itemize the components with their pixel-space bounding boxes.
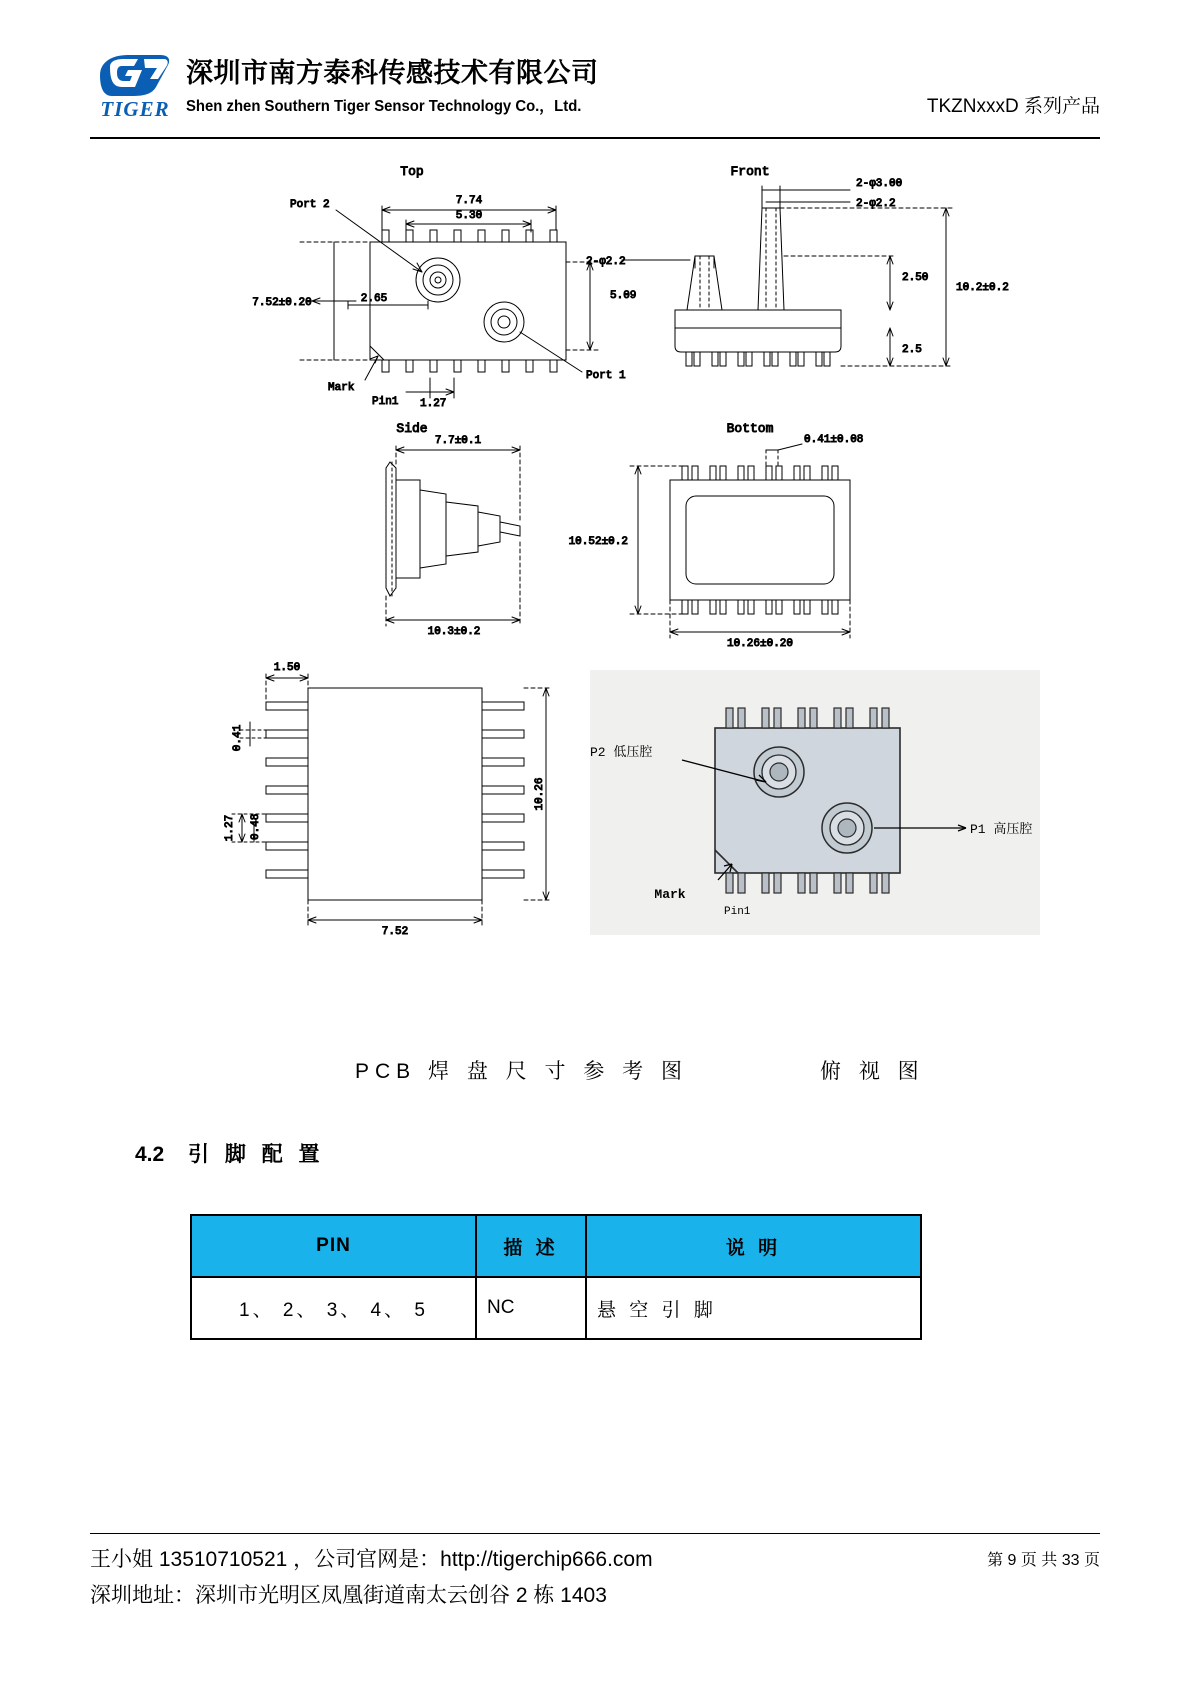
dim-250: 2.50 (902, 272, 929, 284)
section-number: 4.2 (135, 1143, 165, 1166)
dim-752-pad: 7.52 (381, 926, 409, 938)
caption-pcb-pad: PCB 焊 盘 尺 寸 参 考 图 (355, 1060, 689, 1083)
dim-2phi22-left: 2-φ2.2 (586, 256, 626, 268)
company-name-en: Shen zhen Southern Tiger Sensor Technology Co.，Ltd. (186, 98, 582, 115)
cell-pin: 1、 2、 3、 4、 5 (191, 1277, 476, 1339)
label-pin1-top: Pin1 (372, 396, 399, 408)
label-p2-lowpressure: P2 低压腔 (590, 745, 653, 760)
label-mark-top: Mark (328, 382, 355, 394)
dim-left-752: 7.52±0.20 (252, 297, 312, 309)
section-title: 引 脚 配 置 (188, 1143, 325, 1166)
mechanical-drawing-area (90, 150, 1100, 950)
label-p1-highpressure: P1 高压腔 (970, 822, 1033, 837)
company-logo (90, 53, 180, 125)
dim-top-774: 7.74 (455, 195, 483, 207)
dim-127: 1.27 (420, 398, 447, 410)
dim-103: 10.3±0.2 (427, 626, 481, 638)
company-name-cn: 深圳市南方泰科传感技术有限公司 (186, 58, 599, 88)
dim-2phi22-inner: 2-φ2.2 (856, 198, 896, 210)
front-view-title: Front (730, 164, 770, 179)
dim-1026-bottom: 10.26±0.20 (726, 638, 794, 650)
caption-top-view: 俯 视 图 (820, 1060, 925, 1083)
dim-127-pad: 1.27 (224, 814, 236, 842)
page-number: 第 9 页 共 33 页 (987, 1552, 1100, 1569)
table-row (191, 1277, 921, 1339)
dim-top-530: 5.30 (455, 210, 483, 222)
drawing-svg (90, 150, 1100, 950)
cell-desc: NC (476, 1277, 586, 1339)
figure-captions (90, 1055, 1100, 1089)
label-mark-photo: Mark (654, 887, 686, 902)
side-view-title: Side (396, 421, 428, 436)
page-footer (90, 1543, 1100, 1633)
page-header (90, 45, 1100, 137)
dim-150: 1.50 (273, 662, 301, 674)
cell-note: 悬 空 引 脚 (586, 1277, 921, 1339)
dim-041: 0.41±0.08 (804, 434, 864, 446)
dim-1052: 10.52±0.2 (568, 536, 628, 548)
label-pin1-photo: Pin1 (724, 906, 751, 918)
dim-102: 10.2±0.2 (956, 282, 1009, 294)
document-series-label: TKZNxxxD 系列产品 (926, 96, 1100, 117)
pin-configuration-table (190, 1214, 922, 1340)
product-photo (590, 670, 1040, 935)
footer-contact-line: 王小姐 13510710521 ，公司官网是：http://tigerchip666.com (90, 1548, 653, 1571)
column-header-pin: PIN (191, 1215, 476, 1277)
tiger-logo-icon (98, 53, 172, 97)
header-divider (90, 137, 1100, 139)
logo-wordmark: TIGER (100, 97, 170, 121)
table-header-row (191, 1215, 921, 1277)
dim-509: 5.09 (610, 290, 637, 302)
footer-address-line: 深圳地址：深圳市光明区凤凰街道南太云创谷 2 栋 1403 (90, 1584, 607, 1607)
dim-77: 7.7±0.1 (434, 435, 482, 447)
label-port1: Port 1 (586, 370, 626, 382)
section-heading (135, 1138, 325, 1168)
column-header-desc: 描 述 (476, 1215, 586, 1277)
label-port2: Port 2 (290, 199, 330, 211)
column-header-note: 说 明 (586, 1215, 921, 1277)
dim-25: 2.5 (902, 344, 922, 356)
footer-divider (90, 1533, 1100, 1534)
dim-048: 0.48 (250, 813, 262, 840)
dim-041-pad: 0.41 (232, 724, 244, 752)
dim-2phi300: 2-φ3.00 (856, 178, 903, 190)
dim-265: 2.65 (360, 293, 388, 305)
bottom-view-title: Bottom (726, 421, 774, 436)
dim-1026-pad: 10.26 (534, 777, 546, 811)
top-view-title: Top (400, 164, 424, 179)
